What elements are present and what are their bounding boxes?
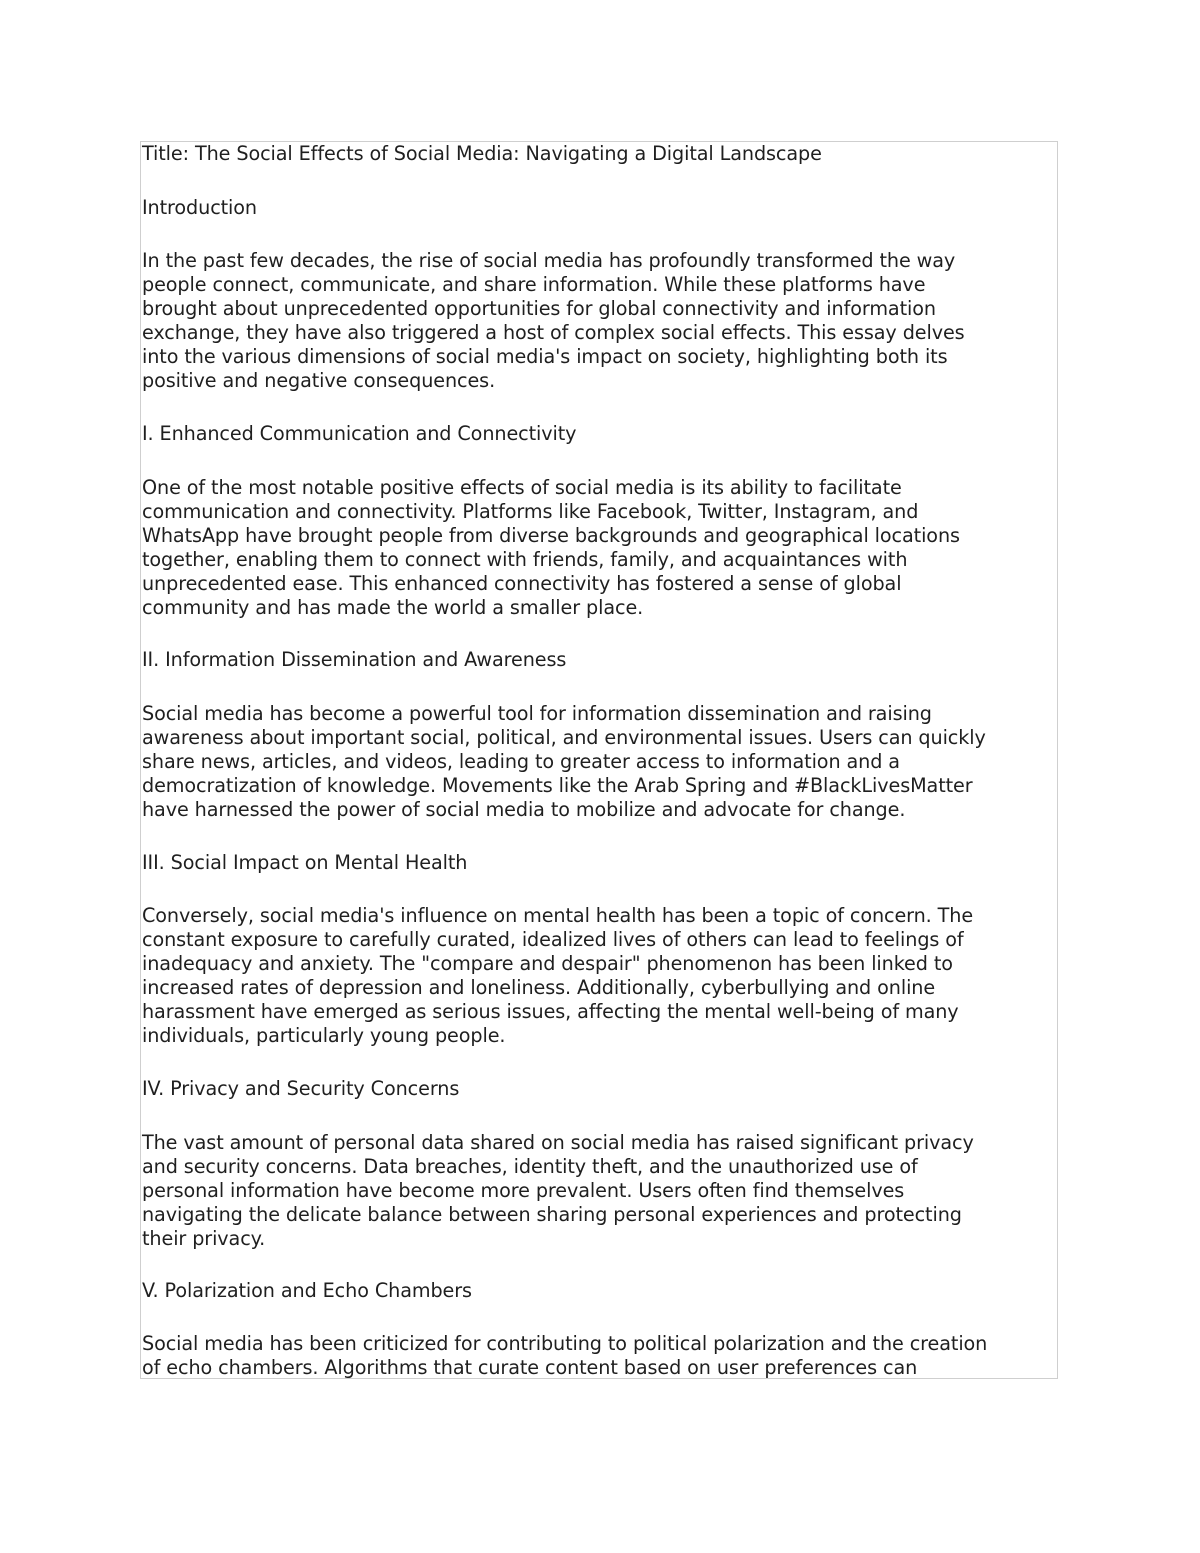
intro-paragraph bbox=[142, 249, 965, 393]
paragraph-line: community and has made the world a smaller place. bbox=[142, 596, 644, 619]
paragraph-line: unprecedented ease. This enhanced connectivity has fostered a sense of global bbox=[142, 572, 902, 595]
paragraph-line: In the past few decades, the rise of social media has profoundly transformed the way bbox=[142, 249, 956, 272]
paragraph-line: Social media has been criticized for contributing to political polarization and the creation bbox=[142, 1332, 988, 1355]
document-title: Title: The Social Effects of Social Media: Navigating a Digital Landscape bbox=[142, 142, 822, 165]
paragraph-line: constant exposure to carefully curated, idealized lives of others can lead to feelings of bbox=[142, 928, 964, 951]
paragraph-line: One of the most notable positive effects of social media is its ability to facilitate bbox=[142, 476, 902, 499]
paragraph-line: The vast amount of personal data shared on social media has raised significant privacy bbox=[142, 1131, 974, 1154]
section-paragraph bbox=[142, 702, 986, 822]
section-heading: II. Information Dissemination and Awareness bbox=[142, 648, 567, 671]
paragraph-line: harassment have emerged as serious issues, affecting the mental well-being of many bbox=[142, 1000, 959, 1023]
paragraph-line: brought about unprecedented opportunities for global connectivity and information bbox=[142, 297, 936, 320]
paragraph-line: together, enabling them to connect with friends, family, and acquaintances with bbox=[142, 548, 908, 571]
section-heading: III. Social Impact on Mental Health bbox=[142, 851, 468, 874]
section-paragraph bbox=[142, 1332, 987, 1379]
paragraph-line: WhatsApp have brought people from diverse backgrounds and geographical locations bbox=[142, 524, 960, 547]
section-heading: IV. Privacy and Security Concerns bbox=[142, 1077, 460, 1100]
document-frame bbox=[140, 141, 1058, 1379]
intro-heading: Introduction bbox=[142, 196, 257, 219]
paragraph-line: people connect, communicate, and share information. While these platforms have bbox=[142, 273, 926, 296]
section-paragraph bbox=[142, 476, 960, 620]
paragraph-line: personal information have become more prevalent. Users often find themselves bbox=[142, 1179, 905, 1202]
paragraph-line: positive and negative consequences. bbox=[142, 369, 496, 392]
paragraph-line: and security concerns. Data breaches, identity theft, and the unauthorized use of bbox=[142, 1155, 918, 1178]
paragraph-line: their privacy. bbox=[142, 1227, 266, 1250]
section-paragraph bbox=[142, 904, 973, 1048]
paragraph-line: democratization of knowledge. Movements like the Arab Spring and #BlackLivesMatter bbox=[142, 774, 973, 797]
section-paragraph bbox=[142, 1131, 974, 1251]
paragraph-line: communication and connectivity. Platforms like Facebook, Twitter, Instagram, and bbox=[142, 500, 919, 523]
paragraph-line: Social media has become a powerful tool for information dissemination and raising bbox=[142, 702, 932, 725]
paragraph-line: of echo chambers. Algorithms that curate content based on user preferences can bbox=[142, 1356, 918, 1379]
paragraph-line: share news, articles, and videos, leading to greater access to information and a bbox=[142, 750, 900, 773]
paragraph-line: individuals, particularly young people. bbox=[142, 1024, 506, 1047]
paragraph-line: have harnessed the power of social media to mobilize and advocate for change. bbox=[142, 798, 906, 821]
paragraph-line: navigating the delicate balance between sharing personal experiences and protecting bbox=[142, 1203, 962, 1226]
paragraph-line: awareness about important social, political, and environmental issues. Users can quickly bbox=[142, 726, 986, 749]
paragraph-line: into the various dimensions of social media's impact on society, highlighting both its bbox=[142, 345, 948, 368]
paragraph-line: Conversely, social media's influence on mental health has been a topic of concern. The bbox=[142, 904, 974, 927]
section-heading: I. Enhanced Communication and Connectivity bbox=[142, 422, 577, 445]
paragraph-line: inadequacy and anxiety. The "compare and despair" phenomenon has been linked to bbox=[142, 952, 953, 975]
section-heading: V. Polarization and Echo Chambers bbox=[142, 1279, 472, 1302]
paragraph-line: exchange, they have also triggered a host of complex social effects. This essay delves bbox=[142, 321, 965, 344]
paragraph-line: increased rates of depression and loneliness. Additionally, cyberbullying and online bbox=[142, 976, 936, 999]
